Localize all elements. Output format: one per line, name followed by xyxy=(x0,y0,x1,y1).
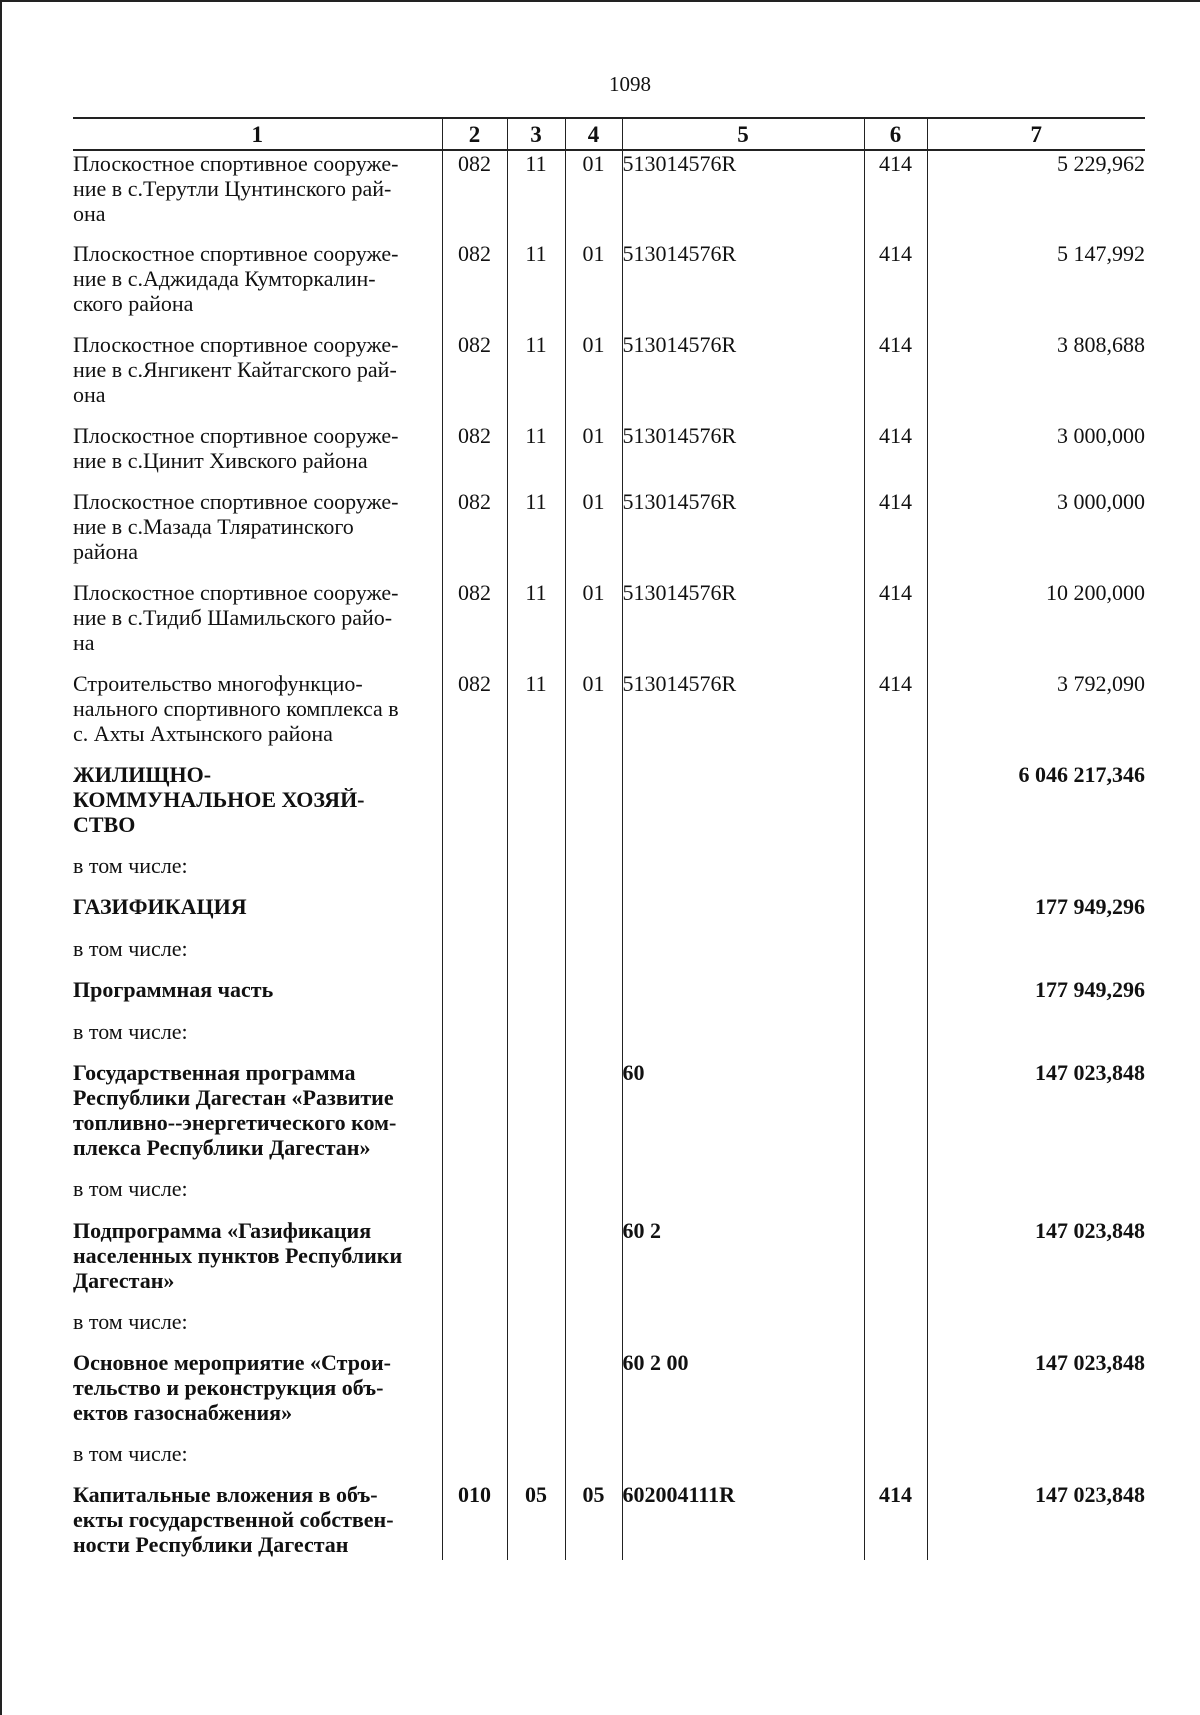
grbs-code-cell: 082 xyxy=(442,489,507,580)
section-code-cell: 11 xyxy=(507,241,565,332)
subsection-code-cell xyxy=(565,894,622,936)
subsection-code-cell xyxy=(565,1350,622,1441)
section-code-cell: 11 xyxy=(507,489,565,580)
table-row xyxy=(73,977,1145,1019)
amount-cell: 10 200,000 xyxy=(927,580,1145,671)
subsection-code-cell xyxy=(565,1441,622,1482)
target-article-cell xyxy=(622,1176,864,1218)
section-code-cell: 11 xyxy=(507,671,565,762)
column-header: 7 xyxy=(927,118,1145,150)
subsection-code-cell: 01 xyxy=(565,241,622,332)
subsection-code-cell xyxy=(565,936,622,977)
column-header: 3 xyxy=(507,118,565,150)
target-article-cell: 513014576R xyxy=(622,423,864,489)
column-header: 6 xyxy=(864,118,927,150)
column-header: 4 xyxy=(565,118,622,150)
item-name-cell: Подпрограмма «Газификация населенных пунктов Республики Дагестан» xyxy=(73,1218,403,1293)
expense-type-cell xyxy=(864,762,927,853)
item-name-cell: в том числе: xyxy=(73,1309,188,1334)
grbs-code-cell xyxy=(442,894,507,936)
item-name-cell: в том числе: xyxy=(73,1441,188,1466)
item-name-cell: Плоскостное спортивное сооруже- ние в с.Мазада Тляратинского района xyxy=(73,489,399,564)
item-name-cell: в том числе: xyxy=(73,1176,188,1201)
table-body xyxy=(73,150,1145,1560)
grbs-code-cell xyxy=(442,1218,507,1309)
target-article-cell: 602004111R xyxy=(622,1482,864,1560)
amount-cell: 147 023,848 xyxy=(927,1218,1145,1309)
item-name-cell: Плоскостное спортивное сооруже- ние в с.Аджидада Кумторкалин- ского района xyxy=(73,241,399,316)
section-code-cell: 11 xyxy=(507,423,565,489)
expense-type-cell: 414 xyxy=(864,241,927,332)
amount-cell: 177 949,296 xyxy=(927,977,1145,1019)
expense-type-cell xyxy=(864,894,927,936)
amount-cell: 5 147,992 xyxy=(927,241,1145,332)
grbs-code-cell: 082 xyxy=(442,580,507,671)
amount-cell: 6 046 217,346 xyxy=(927,762,1145,853)
expense-type-cell: 414 xyxy=(864,332,927,423)
expense-type-cell xyxy=(864,936,927,977)
section-code-cell xyxy=(507,853,565,894)
expense-type-cell: 414 xyxy=(864,1482,927,1560)
target-article-cell: 513014576R xyxy=(622,150,864,241)
subsection-code-cell: 01 xyxy=(565,671,622,762)
section-code-cell: 11 xyxy=(507,332,565,423)
subsection-code-cell xyxy=(565,853,622,894)
expense-type-cell xyxy=(864,1019,927,1060)
item-name-cell: Плоскостное спортивное сооруже- ние в с.Тидиб Шамильского райо- на xyxy=(73,580,399,655)
subsection-code-cell xyxy=(565,1309,622,1350)
amount-cell xyxy=(927,853,1145,894)
item-name-cell: в том числе: xyxy=(73,853,188,878)
amount-cell: 147 023,848 xyxy=(927,1060,1145,1176)
amount-cell: 3 808,688 xyxy=(927,332,1145,423)
grbs-code-cell xyxy=(442,1309,507,1350)
target-article-cell xyxy=(622,853,864,894)
grbs-code-cell: 082 xyxy=(442,332,507,423)
table-row xyxy=(73,241,1145,332)
target-article-cell: 513014576R xyxy=(622,580,864,671)
item-name-cell: ГАЗИФИКАЦИЯ xyxy=(73,894,247,919)
grbs-code-cell: 082 xyxy=(442,671,507,762)
table-row xyxy=(73,423,1145,489)
page-number: 1098 xyxy=(609,72,651,96)
target-article-cell: 513014576R xyxy=(622,671,864,762)
target-article-cell xyxy=(622,1019,864,1060)
section-code-cell: 05 xyxy=(507,1482,565,1560)
grbs-code-cell: 010 xyxy=(442,1482,507,1560)
section-code-cell xyxy=(507,1441,565,1482)
expense-type-cell xyxy=(864,977,927,1019)
target-article-cell xyxy=(622,936,864,977)
expense-type-cell xyxy=(864,1309,927,1350)
subsection-code-cell: 01 xyxy=(565,489,622,580)
amount-cell xyxy=(927,936,1145,977)
target-article-cell xyxy=(622,1441,864,1482)
target-article-cell: 60 2 00 xyxy=(622,1350,864,1441)
subsection-code-cell xyxy=(565,762,622,853)
amount-cell: 5 229,962 xyxy=(927,150,1145,241)
amount-cell xyxy=(927,1441,1145,1482)
grbs-code-cell: 082 xyxy=(442,241,507,332)
section-code-cell xyxy=(507,894,565,936)
grbs-code-cell xyxy=(442,1441,507,1482)
expense-type-cell: 414 xyxy=(864,150,927,241)
grbs-code-cell xyxy=(442,936,507,977)
item-name-cell: Плоскостное спортивное сооруже- ние в с.Цинит Хивского района xyxy=(73,423,399,473)
section-code-cell xyxy=(507,1176,565,1218)
expense-type-cell xyxy=(864,853,927,894)
target-article-cell: 513014576R xyxy=(622,489,864,580)
subsection-code-cell: 01 xyxy=(565,423,622,489)
expense-type-cell xyxy=(864,1060,927,1176)
grbs-code-cell xyxy=(442,1176,507,1218)
table-row xyxy=(73,1309,1145,1350)
section-code-cell xyxy=(507,1060,565,1176)
table-row xyxy=(73,1019,1145,1060)
column-header: 5 xyxy=(622,118,864,150)
section-code-cell xyxy=(507,1350,565,1441)
subsection-code-cell xyxy=(565,1218,622,1309)
column-header: 1 xyxy=(73,118,442,150)
target-article-cell xyxy=(622,1309,864,1350)
section-code-cell xyxy=(507,936,565,977)
amount-cell: 147 023,848 xyxy=(927,1482,1145,1560)
section-code-cell xyxy=(507,977,565,1019)
grbs-code-cell xyxy=(442,762,507,853)
item-name-cell: Строительство многофункцио- нального спортивного комплекса в с. Ахты Ахтынского района xyxy=(73,671,399,746)
budget-table xyxy=(73,117,1145,1560)
table-row xyxy=(73,150,1145,241)
target-article-cell: 513014576R xyxy=(622,332,864,423)
amount-cell: 147 023,848 xyxy=(927,1350,1145,1441)
expense-type-cell xyxy=(864,1218,927,1309)
subsection-code-cell xyxy=(565,1019,622,1060)
item-name-cell: Плоскостное спортивное сооруже- ние в с.Янгикент Кайтагского рай- она xyxy=(73,332,399,407)
subsection-code-cell: 01 xyxy=(565,150,622,241)
amount-cell: 3 000,000 xyxy=(927,423,1145,489)
section-code-cell xyxy=(507,762,565,853)
table-row xyxy=(73,1060,1145,1176)
table-row xyxy=(73,1441,1145,1482)
item-name-cell: Основное мероприятие «Строи- тельство и реконструкция объ- ектов газоснабжения» xyxy=(73,1350,391,1425)
expense-type-cell: 414 xyxy=(864,671,927,762)
grbs-code-cell xyxy=(442,1019,507,1060)
target-article-cell: 60 xyxy=(622,1060,864,1176)
item-name-cell: Государственная программа Республики Дагестан «Развитие топливно--энергетического ком- плекса Республики Дагестан» xyxy=(73,1060,397,1160)
target-article-cell: 513014576R xyxy=(622,241,864,332)
section-code-cell xyxy=(507,1019,565,1060)
expense-type-cell xyxy=(864,1176,927,1218)
amount-cell: 177 949,296 xyxy=(927,894,1145,936)
table-row xyxy=(73,894,1145,936)
expense-type-cell: 414 xyxy=(864,423,927,489)
section-code-cell: 11 xyxy=(507,580,565,671)
item-name-cell: в том числе: xyxy=(73,1019,188,1044)
item-name-cell: Капитальные вложения в объ- екты государственной собствен- ности Республики Дагестан xyxy=(73,1482,394,1557)
table-row xyxy=(73,853,1145,894)
table-header-row xyxy=(73,118,1145,150)
column-header: 2 xyxy=(442,118,507,150)
section-code-cell xyxy=(507,1309,565,1350)
table-row xyxy=(73,580,1145,671)
expense-type-cell xyxy=(864,1441,927,1482)
expense-type-cell: 414 xyxy=(864,580,927,671)
target-article-cell xyxy=(622,894,864,936)
subsection-code-cell: 01 xyxy=(565,332,622,423)
section-code-cell: 11 xyxy=(507,150,565,241)
subsection-code-cell xyxy=(565,977,622,1019)
item-name-cell: Программная часть xyxy=(73,977,274,1002)
table-row xyxy=(73,671,1145,762)
amount-cell xyxy=(927,1309,1145,1350)
subsection-code-cell xyxy=(565,1060,622,1176)
subsection-code-cell xyxy=(565,1176,622,1218)
table-row xyxy=(73,489,1145,580)
item-name-cell: Плоскостное спортивное сооруже- ние в с.Терутли Цунтинского рай- она xyxy=(73,151,399,226)
amount-cell xyxy=(927,1176,1145,1218)
expense-type-cell xyxy=(864,1350,927,1441)
table-row xyxy=(73,762,1145,853)
table-row xyxy=(73,936,1145,977)
amount-cell: 3 000,000 xyxy=(927,489,1145,580)
section-code-cell xyxy=(507,1218,565,1309)
table-row xyxy=(73,1350,1145,1441)
expense-type-cell: 414 xyxy=(864,489,927,580)
target-article-cell: 60 2 xyxy=(622,1218,864,1309)
subsection-code-cell: 05 xyxy=(565,1482,622,1560)
grbs-code-cell xyxy=(442,1060,507,1176)
grbs-code-cell: 082 xyxy=(442,150,507,241)
amount-cell: 3 792,090 xyxy=(927,671,1145,762)
table-row xyxy=(73,1482,1145,1560)
target-article-cell xyxy=(622,977,864,1019)
grbs-code-cell xyxy=(442,977,507,1019)
target-article-cell xyxy=(622,762,864,853)
grbs-code-cell xyxy=(442,1350,507,1441)
grbs-code-cell xyxy=(442,853,507,894)
grbs-code-cell: 082 xyxy=(442,423,507,489)
amount-cell xyxy=(927,1019,1145,1060)
table-row xyxy=(73,1176,1145,1218)
table-row xyxy=(73,1218,1145,1309)
item-name-cell: ЖИЛИЩНО- КОММУНАЛЬНОЕ ХОЗЯЙ- СТВО xyxy=(73,762,365,837)
subsection-code-cell: 01 xyxy=(565,580,622,671)
table-row xyxy=(73,332,1145,423)
item-name-cell: в том числе: xyxy=(73,936,188,961)
